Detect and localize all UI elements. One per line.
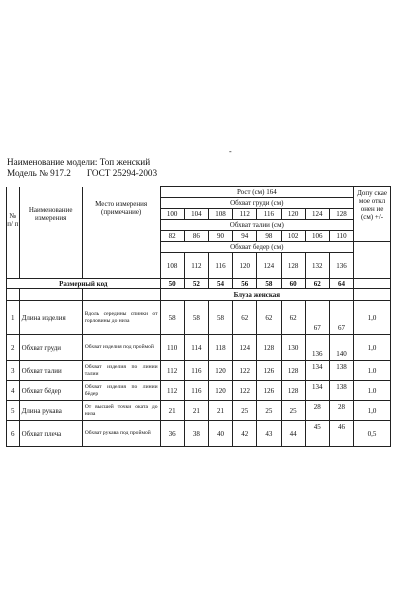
hip-value: 120 — [233, 253, 257, 279]
size-code: 60 — [281, 279, 305, 289]
model-number-line — [7, 168, 157, 179]
blank-cell — [354, 242, 391, 253]
section-title: Блуза женская — [160, 289, 354, 301]
row-value: 62 — [233, 301, 257, 335]
row-value: 25 — [233, 401, 257, 421]
row-value: 120 — [208, 381, 232, 401]
table-row — [7, 361, 391, 381]
row-value: 38 — [184, 421, 208, 447]
row-value: 120 — [208, 361, 232, 381]
col-place-header: Место измерения (примечание) — [82, 198, 160, 231]
row-value: 122 — [233, 361, 257, 381]
row-value: 28 — [329, 401, 353, 421]
blank-cell — [354, 279, 391, 289]
row-value: 138 — [329, 361, 353, 381]
size-code: 56 — [233, 279, 257, 289]
waist-value: 102 — [281, 231, 305, 242]
size-code: 52 — [184, 279, 208, 289]
row-value: 36 — [160, 421, 184, 447]
table-row — [7, 335, 391, 361]
row-measure-place: Обхват рукава под проймой — [82, 421, 160, 447]
row-value: 21 — [160, 401, 184, 421]
size-code-label: Размерный код — [7, 279, 161, 289]
row-value: 128 — [281, 381, 305, 401]
row-value: 46 — [329, 421, 353, 447]
row-number: 5 — [7, 401, 20, 421]
size-code: 50 — [160, 279, 184, 289]
blank-cell — [82, 242, 160, 253]
waist-value: 90 — [208, 231, 232, 242]
waist-value: 94 — [233, 231, 257, 242]
hip-value: 132 — [305, 253, 329, 279]
blank-cell — [19, 187, 82, 198]
row-tolerance: 1,0 — [354, 401, 391, 421]
row-value: 21 — [208, 401, 232, 421]
row-value: 25 — [281, 401, 305, 421]
row-value: 126 — [257, 361, 281, 381]
size-chart-table — [6, 186, 391, 447]
row-value: 45 — [305, 421, 329, 447]
row-number: 6 — [7, 421, 20, 447]
row-tolerance: 1.0 — [354, 381, 391, 401]
row-value: 62 — [281, 301, 305, 335]
row-value: 128 — [281, 361, 305, 381]
hip-value: 136 — [329, 253, 353, 279]
table-row — [7, 381, 391, 401]
row-measure-name: Обхват бёдер — [19, 381, 82, 401]
blank-cell — [354, 289, 391, 301]
hip-value: 112 — [184, 253, 208, 279]
gost-standard: ГОСТ 25294-2003 — [86, 168, 158, 178]
row-value: 134 — [305, 361, 329, 381]
row-value: 67 — [305, 301, 329, 335]
blank-cell — [19, 242, 82, 253]
waist-header: Обхват талии (см) — [160, 220, 354, 231]
waist-value: 106 — [305, 231, 329, 242]
size-code: 54 — [208, 279, 232, 289]
blank-cell — [19, 253, 82, 279]
row-value: 44 — [281, 421, 305, 447]
hip-value: 128 — [281, 253, 305, 279]
row-measure-name: Обхват груди — [19, 335, 82, 361]
row-measure-place: От высшей точки оката до низа — [82, 401, 160, 421]
row-value: 40 — [208, 421, 232, 447]
row-value: 112 — [160, 381, 184, 401]
row-value: 130 — [281, 335, 305, 361]
row-value: 112 — [160, 361, 184, 381]
blank-cell — [19, 231, 82, 242]
blank-cell — [82, 187, 160, 198]
chest-value: 124 — [305, 209, 329, 220]
row-value: 134 — [305, 381, 329, 401]
document-header — [7, 157, 157, 179]
row-tolerance: 0,5 — [354, 421, 391, 447]
row-measure-name: Длина изделия — [19, 301, 82, 335]
blank-cell — [7, 187, 20, 198]
hip-value: 108 — [160, 253, 184, 279]
row-value: 118 — [208, 335, 232, 361]
height-header: Рост (см) 164 — [160, 187, 354, 198]
row-measure-name: Длина рукава — [19, 401, 82, 421]
chest-value: 112 — [233, 209, 257, 220]
row-value: 43 — [257, 421, 281, 447]
col-number-header: № п/ п — [7, 198, 20, 231]
blank-cell — [82, 289, 160, 301]
row-value: 67 — [329, 301, 353, 335]
row-value: 28 — [305, 401, 329, 421]
chest-header: Обхват груди (см) — [160, 198, 354, 209]
chest-value: 104 — [184, 209, 208, 220]
row-value: 136 — [305, 335, 329, 361]
blank-cell — [82, 231, 160, 242]
chest-value: 116 — [257, 209, 281, 220]
row-value: 110 — [160, 335, 184, 361]
size-code: 62 — [305, 279, 329, 289]
chest-value: 120 — [281, 209, 305, 220]
row-value: 62 — [257, 301, 281, 335]
waist-value: 82 — [160, 231, 184, 242]
row-measure-place: Обхват изделия по линии бёдер — [82, 381, 160, 401]
row-value: 122 — [233, 381, 257, 401]
row-measure-place: Обхват изделия по линии талии — [82, 361, 160, 381]
row-value: 128 — [257, 335, 281, 361]
row-number: 2 — [7, 335, 20, 361]
row-measure-place: Обхват изделия под проймой — [82, 335, 160, 361]
row-tolerance: 1.0 — [354, 361, 391, 381]
row-value: 21 — [184, 401, 208, 421]
waist-value: 98 — [257, 231, 281, 242]
tolerance-header: Допу скае мое откл онен ие (см) +/- — [354, 187, 391, 242]
blank-cell — [7, 289, 20, 301]
row-measure-name: Обхват плеча — [19, 421, 82, 447]
row-number: 1 — [7, 301, 20, 335]
col-measure-name-header: Наименование измерения — [19, 198, 82, 231]
row-tolerance: 1,0 — [354, 301, 391, 335]
blank-cell — [7, 231, 20, 242]
row-value: 25 — [257, 401, 281, 421]
blank-cell — [7, 242, 20, 253]
row-value: 42 — [233, 421, 257, 447]
model-name-line: Наименование модели: Топ женский — [7, 157, 151, 167]
row-value: 116 — [184, 381, 208, 401]
row-value: 138 — [329, 381, 353, 401]
decorative-dash: - — [229, 147, 232, 156]
size-code: 58 — [257, 279, 281, 289]
chest-value: 108 — [208, 209, 232, 220]
blank-cell — [82, 253, 160, 279]
chest-value: 128 — [329, 209, 353, 220]
row-tolerance: 1,0 — [354, 335, 391, 361]
row-measure-place: Вдоль середины спинки от горловины до низа — [82, 301, 160, 335]
table-row — [7, 301, 391, 335]
row-value: 58 — [160, 301, 184, 335]
table-row — [7, 421, 391, 447]
row-number: 3 — [7, 361, 20, 381]
waist-value: 110 — [329, 231, 353, 242]
row-value: 124 — [233, 335, 257, 361]
row-value: 58 — [184, 301, 208, 335]
table-row — [7, 401, 391, 421]
blank-cell — [354, 253, 391, 279]
blank-cell — [19, 289, 82, 301]
chest-value: 100 — [160, 209, 184, 220]
row-value: 58 — [208, 301, 232, 335]
row-value: 114 — [184, 335, 208, 361]
blank-cell — [7, 253, 20, 279]
hip-header: Обхват бедер (см) — [160, 242, 354, 253]
row-value: 140 — [329, 335, 353, 361]
row-measure-name: Обхват талии — [19, 361, 82, 381]
model-number: Модель № 917.2 — [7, 168, 71, 178]
waist-value: 86 — [184, 231, 208, 242]
row-value: 116 — [184, 361, 208, 381]
size-code: 64 — [329, 279, 353, 289]
hip-value: 124 — [257, 253, 281, 279]
row-number: 4 — [7, 381, 20, 401]
row-value: 126 — [257, 381, 281, 401]
hip-value: 116 — [208, 253, 232, 279]
